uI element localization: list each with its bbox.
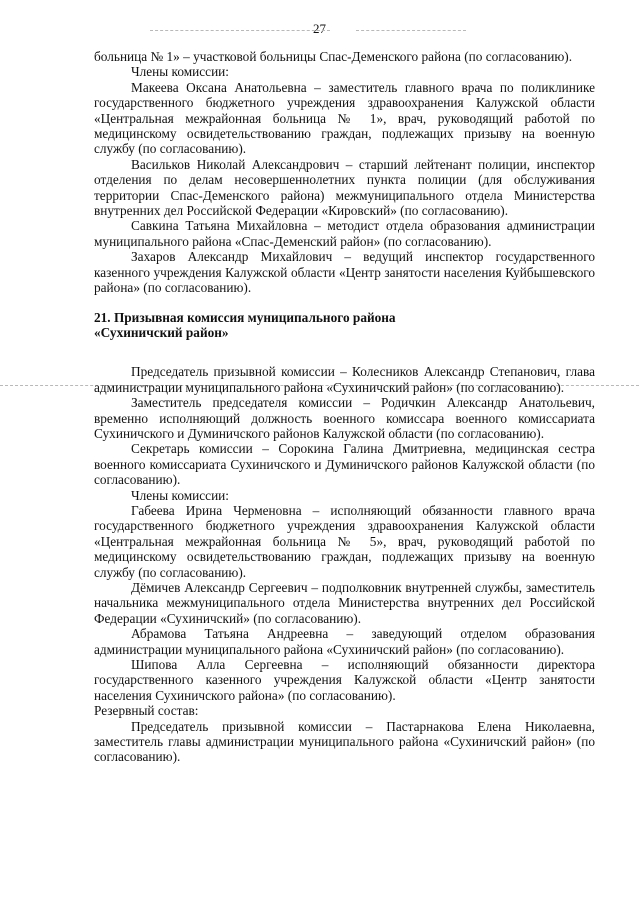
scan-line-top: [150, 30, 330, 32]
paragraph-shipova: Шипова Алла Сергеевна – исполняющий обязанности директора государственного казенного учреждения Калужской области «Центр занятости населения Сухиничского района» (по согласованию).: [94, 657, 595, 703]
paragraph-makeeva: Макеева Оксана Анатольевна – заместитель главного врача по поликлинике государственного бюджетного учреждения здравоохранения Калужской области «Центральная межрайонная больница № 1», врач, руководящий работой по медицинскому освидетельствованию граждан, подлежащих призыву на военную службу (по согласованию).: [94, 79, 595, 157]
spacer: [94, 340, 595, 354]
paragraph-zakharov: Захаров Александр Михайлович – ведущий инспектор государственного казенного учреждения Калужской области «Центр занятости населения Куйбышевского района» (по согласованию).: [94, 249, 595, 296]
document-body: [94, 49, 595, 765]
paragraph-gabeeva: Габеева Ирина Черменовна – исполняющий обязанности главного врача государственного бюджетного учреждения здравоохранения Калужской области «Центральная межрайонная больница № 5», врач, руководящий работой по медицинскому освидетельствованию граждан, подлежащих призыву на военную службу (по согласованию).: [94, 502, 595, 580]
paragraph-secretary: Секретарь комиссии – Сорокина Галина Дмитриевна, медицинская сестра военного комиссариата Сухиничского и Думиничского районов Калужской области (по согласованию).: [94, 441, 595, 488]
paragraph-continued: больница № 1» – участковой больницы Спас-Деменского района (по согласованию).: [94, 49, 573, 64]
section-heading-line1: 21. Призывная комиссия муниципального района: [94, 309, 396, 325]
section-heading-line2: «Сухиничский район»: [94, 324, 229, 340]
paragraph-deputy-chairman: Заместитель председателя комиссии – Родичкин Александр Анатольевич, временно исполняющий должность военного комиссара военного комиссариата Сухиничского и Думиничского районов Калужской области (по согласованию).: [94, 395, 595, 441]
spacer: [94, 354, 595, 364]
paragraph-chairman: Председатель призывной комиссии – Колесников Александр Степанович, глава администрации муниципального района «Сухиничский район» (по согласованию).: [94, 364, 595, 395]
scan-line-top-right: [356, 30, 466, 32]
paragraph-demichev: Дёмичев Александр Сергеевич – подполковник внутренней службы, заместитель начальника межмуниципального отдела Министерства внутренних дел Российской Федерации «Сухиничский» (по согласованию).: [94, 580, 595, 626]
page-number: 27: [313, 21, 326, 36]
paragraph-abramova: Абрамова Татьяна Андреевна – заведующий отделом образования администрации муниципального района «Сухиничский район» (по согласованию).: [94, 626, 595, 657]
section-label-members: Члены комиссии:: [131, 64, 229, 80]
spacer: [94, 296, 595, 310]
paragraph-savkina: Савкина Татьяна Михайловна – методист отдела образования администрации муниципального района «Спас-Деменский район» (по согласованию).: [94, 218, 595, 249]
section-label-members-2: Члены комиссии:: [131, 487, 229, 503]
paragraph-vasilkov: Васильков Николай Александрович – старший лейтенант полиции, инспектор отделения по делам несовершеннолетних пункта полиции (для обслуживания территории Спас-Деменского района) межмуниципального отдела Министерства внутренних дел Российской Федерации «Кировский» (по согласованию).: [94, 156, 595, 219]
paragraph-reserve-chairman: Председатель призывной комиссии – Пастарнакова Елена Николаевна, заместитель главы администрации муниципального района «Сухиничский район» (по согласованию).: [94, 718, 595, 765]
section-label-reserve: Резервный состав:: [94, 703, 199, 719]
